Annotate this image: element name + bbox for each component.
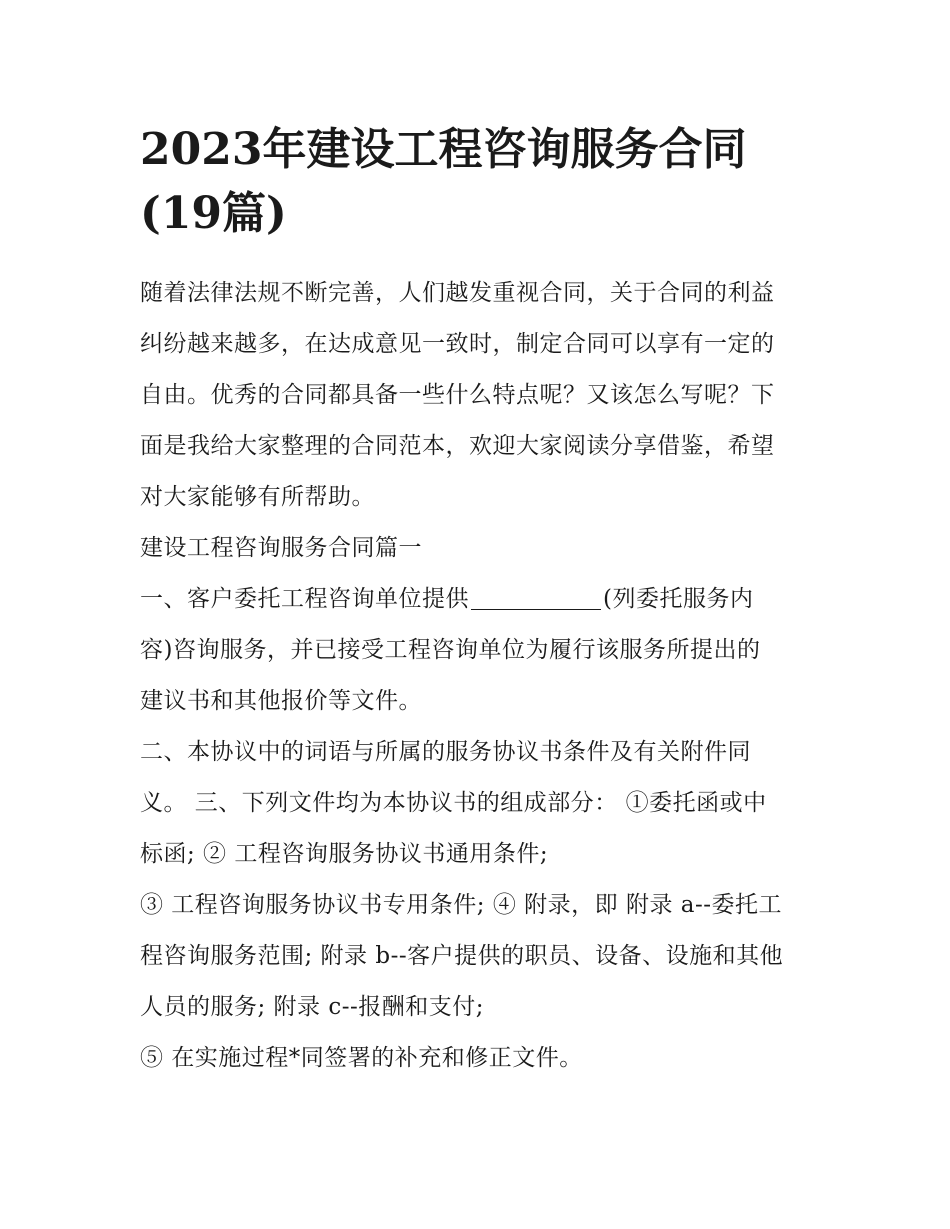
clause-line: ③ 工程咨询服务协议书专用条件; ④ 附录，即 附录 a--委托工 bbox=[140, 892, 783, 918]
title-line-1: 2023年建设工程咨询服务合同 bbox=[140, 124, 747, 175]
intro-line: 面是我给大家整理的合同范本，欢迎大家阅读分享借鉴，希望 bbox=[140, 433, 775, 459]
intro-line: 纠纷越来越多，在达成意见一致时，制定合同可以享有一定的 bbox=[140, 331, 775, 357]
clause-line: 义。 三、下列文件均为本协议书的组成部分： ①委托函或中 bbox=[140, 790, 767, 816]
fill-in-blank bbox=[471, 587, 601, 610]
document-title bbox=[140, 118, 815, 246]
clause-1-text-after-blank: (列委托服务内 bbox=[603, 586, 754, 612]
clause-line: 容)咨询服务，并已接受工程咨询单位为履行该服务所提出的 bbox=[140, 637, 761, 663]
clause-2 bbox=[140, 727, 815, 880]
clause-1 bbox=[140, 574, 815, 727]
clause-line: 程咨询服务范围; 附录 b--客户提供的职员、设备、设施和其他 bbox=[140, 943, 784, 969]
intro-line: 随着法律法规不断完善，人们越发重视合同，关于合同的利益 bbox=[140, 280, 775, 306]
clause-line: 二、本协议中的词语与所属的服务协议书条件及有关附件同 bbox=[140, 739, 751, 765]
clause-4: ⑤ 在实施过程*同签署的补充和修正文件。 bbox=[140, 1045, 583, 1071]
clause-1-text-before-blank: 一、客户委托工程咨询单位提供 bbox=[140, 586, 469, 612]
clause-3 bbox=[140, 880, 815, 1033]
intro-paragraph bbox=[140, 268, 815, 523]
title-line-2: (19篇) bbox=[140, 188, 287, 239]
intro-line: 对大家能够有所帮助。 bbox=[140, 484, 375, 510]
document-page bbox=[140, 118, 815, 1084]
clause-line: 建议书和其他报价等文件。 bbox=[140, 688, 422, 714]
clause-line: 标函; ② 工程咨询服务协议书通用条件; bbox=[140, 841, 549, 867]
clause-line: 人员的服务; 附录 c--报酬和支付; bbox=[140, 994, 485, 1020]
section-heading: 建设工程咨询服务合同篇一 bbox=[140, 535, 422, 561]
clause-1-line-1 bbox=[140, 574, 815, 625]
intro-line: 自由。优秀的合同都具备一些什么特点呢？又该怎么写呢？下 bbox=[140, 382, 775, 408]
